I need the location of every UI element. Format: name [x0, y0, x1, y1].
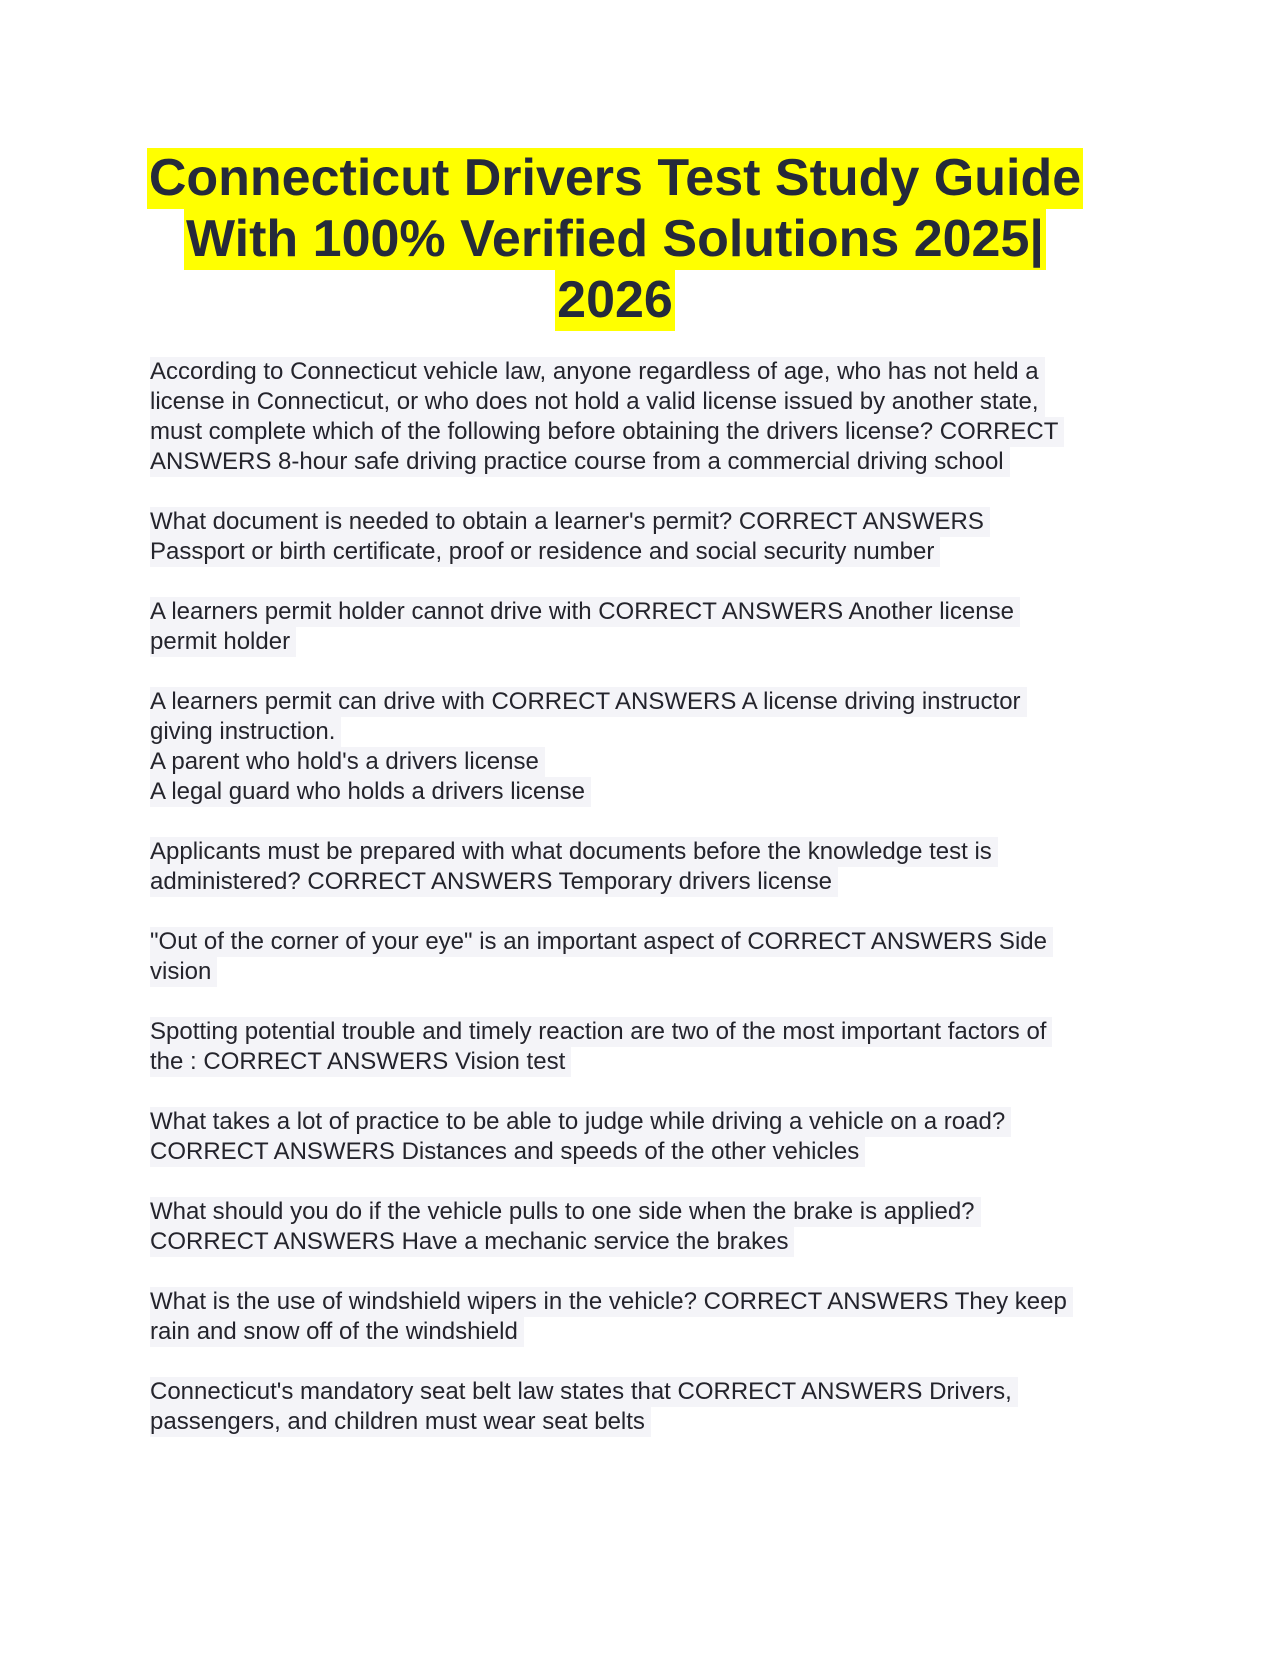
title-line-2: With 100% Verified Solutions 2025|	[186, 210, 1044, 268]
qa-line: license in Connecticut, or who does not hold a valid license issued by another state,	[150, 387, 1045, 417]
qa-line: What document is needed to obtain a learner's permit? CORRECT ANSWERS	[150, 507, 990, 537]
qa-line: Applicants must be prepared with what documents before the knowledge test is	[150, 837, 998, 867]
qa-item	[150, 1107, 1150, 1167]
qa-line: vision	[150, 957, 217, 987]
qa-line: What takes a lot of practice to be able to judge while driving a vehicle on a road?	[150, 1107, 1011, 1137]
qa-line: CORRECT ANSWERS Distances and speeds of the other vehicles	[150, 1137, 865, 1167]
qa-line: "Out of the corner of your eye" is an important aspect of CORRECT ANSWERS Side	[150, 927, 1053, 957]
qa-item	[150, 597, 1150, 657]
qa-line: administered? CORRECT ANSWERS Temporary drivers license	[150, 867, 838, 897]
qa-item	[150, 357, 1150, 477]
qa-line: What should you do if the vehicle pulls to one side when the brake is applied?	[150, 1197, 981, 1227]
qa-line: CORRECT ANSWERS Have a mechanic service the brakes	[150, 1227, 794, 1257]
qa-line: ANSWERS 8-hour safe driving practice course from a commercial driving school	[150, 447, 1010, 477]
qa-item	[150, 1287, 1150, 1347]
qa-line: Spotting potential trouble and timely reaction are two of the most important factors of	[150, 1017, 1052, 1047]
title-line-3: 2026	[557, 271, 673, 329]
qa-line: passengers, and children must wear seat belts	[150, 1407, 651, 1437]
document-title	[140, 148, 1090, 331]
qa-line: A learners permit holder cannot drive with CORRECT ANSWERS Another license	[150, 597, 1020, 627]
qa-line: rain and snow off of the windshield	[150, 1317, 524, 1347]
qa-item	[150, 927, 1150, 987]
qa-line: the : CORRECT ANSWERS Vision test	[150, 1047, 571, 1077]
qa-list	[150, 357, 1150, 1467]
qa-line: A parent who hold's a drivers license	[150, 747, 545, 777]
qa-item	[150, 1017, 1150, 1077]
qa-line: Connecticut's mandatory seat belt law states that CORRECT ANSWERS Drivers,	[150, 1377, 1018, 1407]
qa-line: permit holder	[150, 627, 296, 657]
qa-line: According to Connecticut vehicle law, anyone regardless of age, who has not held a	[150, 357, 1045, 387]
qa-line: What is the use of windshield wipers in the vehicle? CORRECT ANSWERS They keep	[150, 1287, 1073, 1317]
qa-line: must complete which of the following before obtaining the drivers license? CORRECT	[150, 417, 1064, 447]
qa-line: A legal guard who holds a drivers license	[150, 777, 591, 807]
title-line-1: Connecticut Drivers Test Study Guide	[148, 149, 1082, 207]
qa-line: giving instruction.	[150, 717, 341, 747]
qa-line: Passport or birth certificate, proof or residence and social security number	[150, 537, 940, 567]
qa-item	[150, 1197, 1150, 1257]
qa-line: A learners permit can drive with CORRECT ANSWERS A license driving instructor	[150, 687, 1027, 717]
qa-item	[150, 507, 1150, 567]
qa-item	[150, 837, 1150, 897]
qa-item	[150, 1377, 1150, 1437]
qa-item	[150, 687, 1150, 807]
